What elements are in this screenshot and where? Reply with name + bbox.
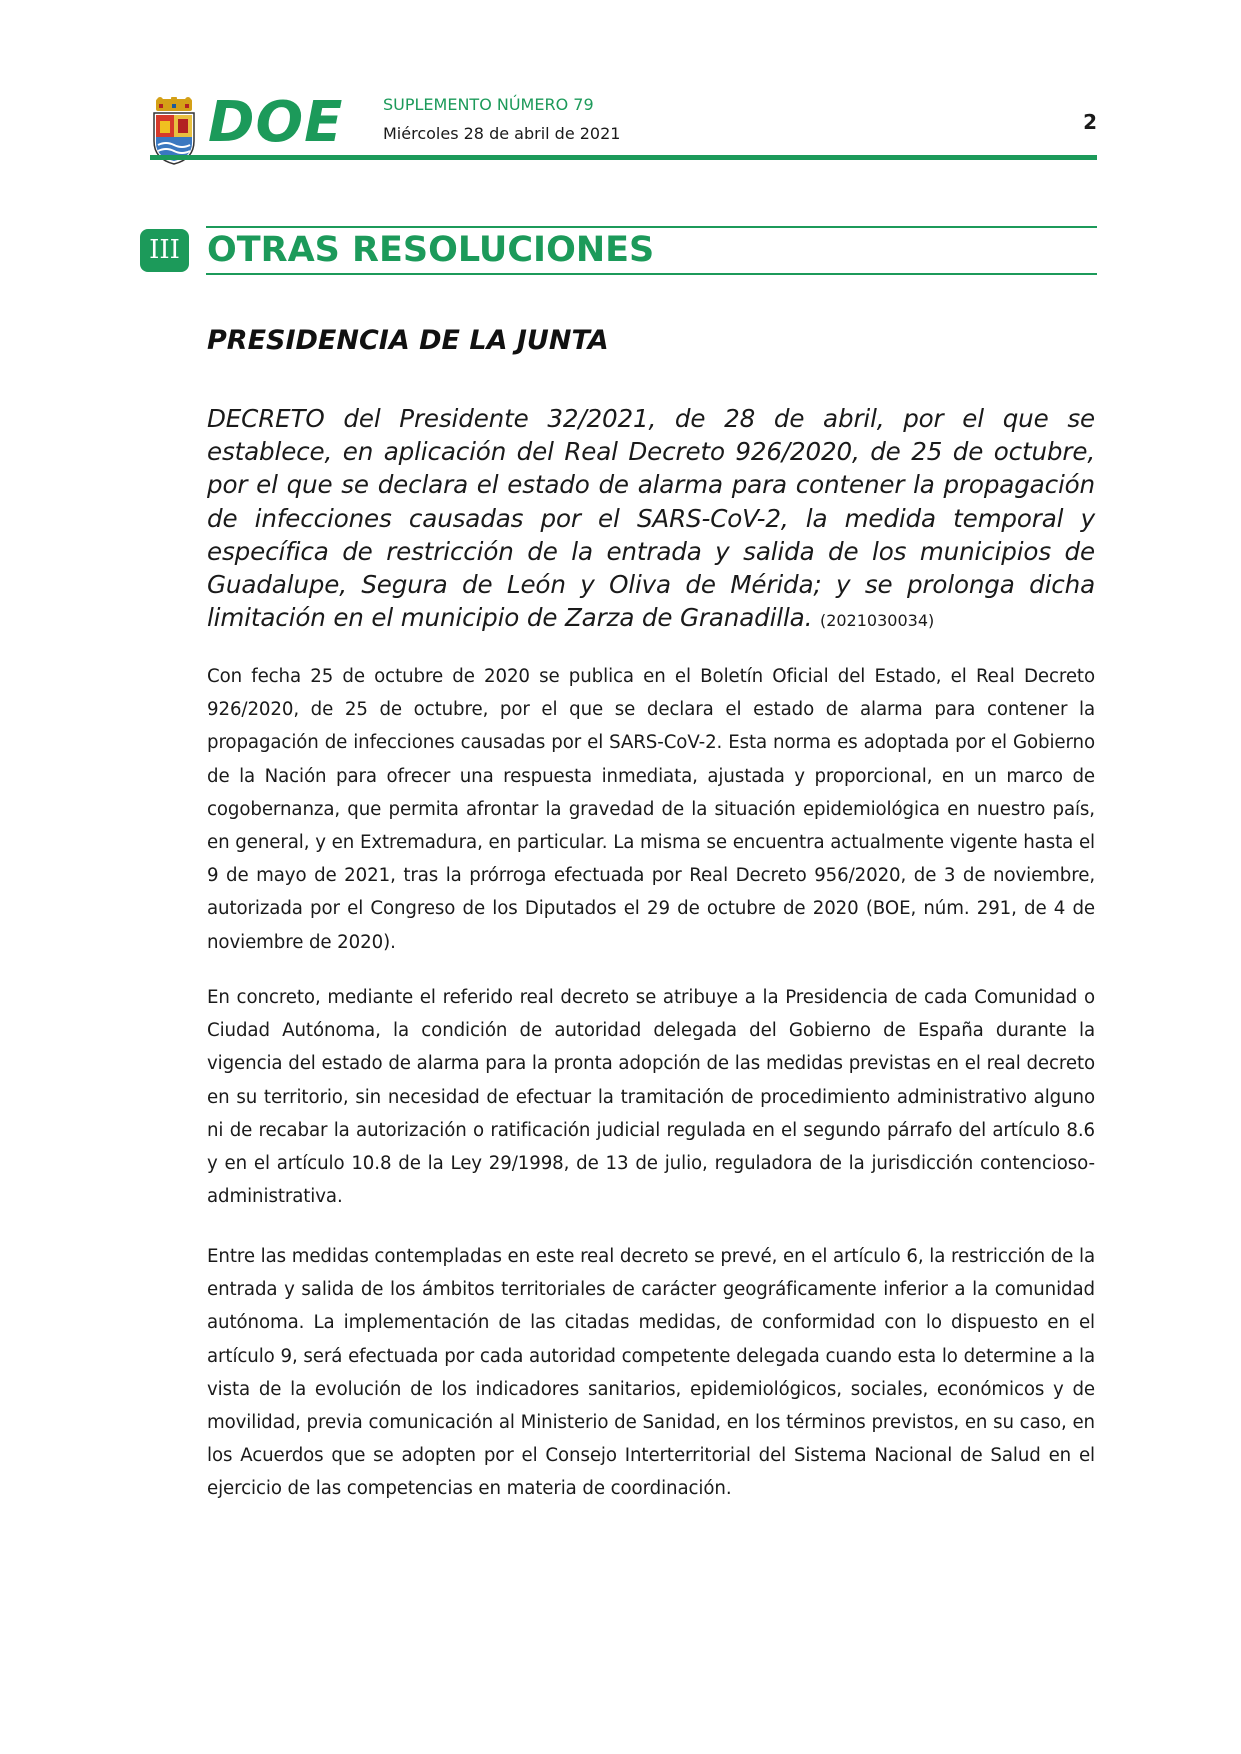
body-paragraph: Entre las medidas contempladas en este real decreto se prevé, en el artículo 6, la restricción de la entrada y salida de los ámbitos territoriales de carácter geográficamente inferior a la comunidad autónoma. La implementación de las citadas medidas, de conformidad con lo dispuesto en el artículo 9, será efectuada por cada autoridad competente delegada cuando esta lo determine a la vista de la evolución de los indicadores sanitarios, epidemiológicos, sociales, económicos y de movilidad, previa comunicación al Ministerio de Sanidad, en los términos previstos, en su caso, en los Acuerdos que se adopten por el Consejo Interterritorial del Sistema Nacional de Salud en el ejercicio de las competencias en materia de coordinación.	[207, 1246, 1095, 1500]
page-header	[150, 92, 1097, 162]
organism-heading: PRESIDENCIA DE LA JUNTA	[207, 325, 609, 356]
decree-title	[207, 402, 1095, 637]
decree-code: (2021030034)	[819, 611, 935, 631]
section-number-badge: III	[140, 229, 189, 272]
doe-logo: DOE	[208, 90, 344, 155]
page-number: 2	[1083, 110, 1097, 134]
section-title: OTRAS RESOLUCIONES	[207, 230, 655, 270]
publication-date: Miércoles 28 de abril de 2021	[383, 124, 621, 143]
body-paragraph: Con fecha 25 de octubre de 2020 se publica en el Boletín Oficial del Estado, el Real Decreto 926/2020, de 25 de octubre, por el que se declara el estado de alarma para contener la propagación de infecciones causadas por el SARS-CoV-2. Esta norma es adoptada por el Gobierno de la Nación para ofrecer una respuesta inmediata, ajustada y proporcional, en un marco de cogobernanza, que permita afrontar la gravedad de la situación epidemiológica en nuestro país, en general, y en Extremadura, en particular. La misma se encuentra actualmente vigente hasta el 9 de mayo de 2021, tras la prórroga efectuada por Real Decreto 956/2020, de 3 de noviembre, autorizada por el Congreso de los Diputados el 29 de octubre de 2020 (BOE, núm. 291, de 4 de noviembre de 2020).	[207, 666, 1095, 953]
header-divider	[150, 155, 1097, 160]
body-paragraph: En concreto, mediante el referido real decreto se atribuye a la Presidencia de cada Comunidad o Ciudad Autónoma, la condición de autoridad delegada del Gobierno de España durante la vigencia del estado de alarma para la pronta adopción de las medidas previstas en el real decreto en su territorio, sin necesidad de efectuar la tramitación de procedimiento administrativo alguno ni de recabar la autorización o ratificación judicial regulada en el segundo párrafo del artículo 8.6 y en el artículo 10.8 de la Ley 29/1998, de 13 de julio, reguladora de la jurisdicción contencioso-administrativa.	[207, 987, 1095, 1208]
supplement-number: SUPLEMENTO NÚMERO 79	[383, 95, 594, 114]
decree-title-text: DECRETO del Presidente 32/2021, de 28 de abril, por el que se establece, en aplicación del Real Decreto 926/2020, de 25 de octubre, por el que se declara el estado de alarma para contener la propagación de infecciones causadas por el SARS-CoV-2, la medida temporal y específica de restricción de la entrada y salida de los municipios de Guadalupe, Segura de León y Oliva de Mérida; y se prolonga dicha limitación en el municipio de Zarza de Granadilla.	[207, 404, 1095, 633]
section-rule-bottom	[206, 273, 1097, 275]
